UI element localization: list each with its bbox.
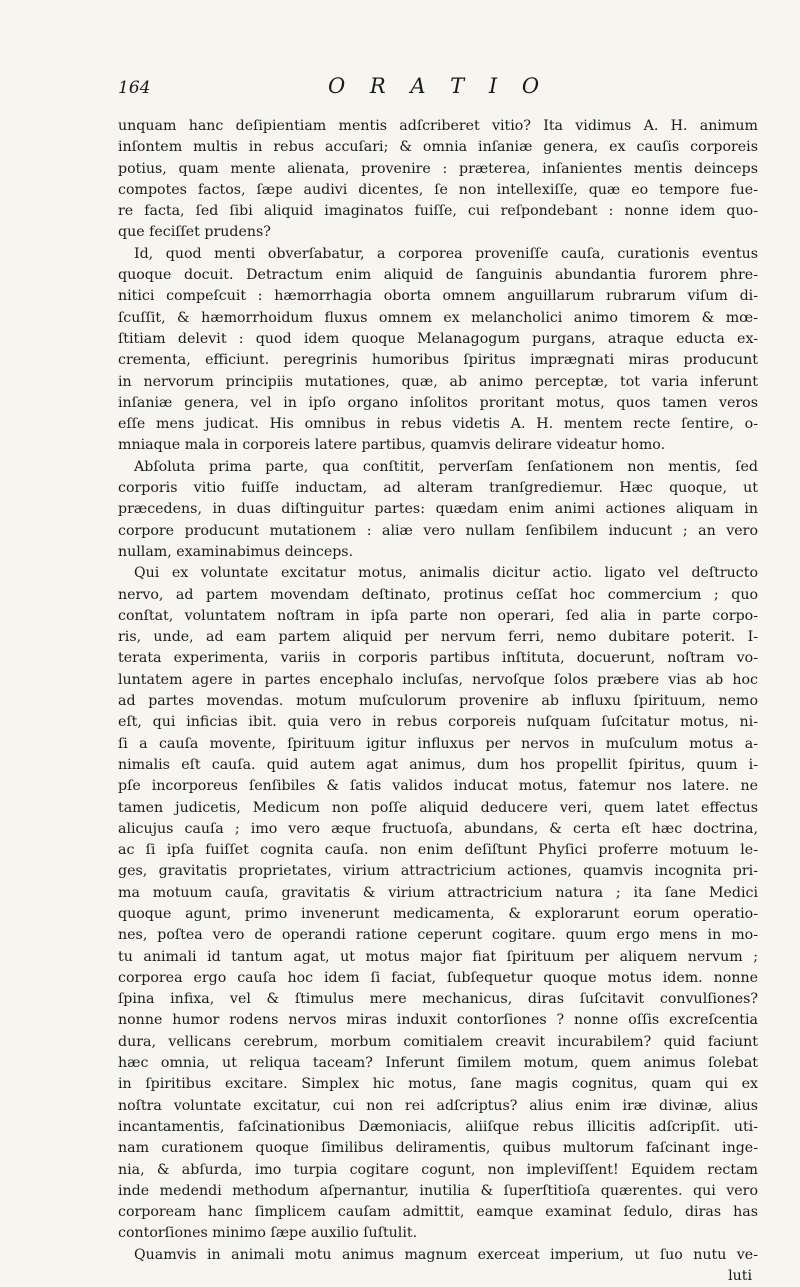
text-line: unquam hanc deſipientiam mentis adſcriberet vitio? Ita vidimus A. H. animum [118,118,758,134]
text-line: incantamentis, faſcinationibus Dæmoniacis, aliiſque rebus illicitis adſcripſit. uti- [118,1118,758,1135]
text-line: nullam, examinabimus deinceps. [118,543,354,560]
text-line: quoque docuit. Detractum enim aliquid de ſanguinis abundantia furorem phre- [118,267,758,284]
text-line: Abſoluta prima parte, qua conſtitit, perverſam ſenſationem non mentis, ſed [134,458,758,475]
text-line: ſi a cauſa movente, ſpirituum igitur influxus per nervos in muſculum motus a- [118,735,758,752]
page-number: 164 [118,78,151,98]
text-line: mniaque mala in corporeis latere partibus, quamvis delirare videatur homo. [118,437,666,454]
text-line: corpoream hanc ſimplicem cauſam admittit, eamque examinat ſedulo, diras has [118,1204,758,1221]
text-line: Qui ex voluntate excitatur motus, animalis dicitur actio. ligato vel deſtructo [134,565,758,582]
text-line: luti [728,1268,752,1285]
text-line: corporis vitio fuiſſe inductam, ad alteram tranſgrediemur. Hæc quoque, ut [118,480,758,497]
running-title: O R A T I O [327,74,549,98]
text-line: ſcuſſit, & hæmorrhoidum fluxus omnem ex melancholici animo timorem & mœ- [118,309,758,326]
text-line: nervo, ad partem movendam deſtinato, protinus ceſſat hoc commercium ; quo [118,586,758,603]
text-line: corpore producunt mutationem : aliæ vero nullam ſenſibilem inducunt ; an vero [118,522,758,539]
text-line: ad partes movendas. motum muſculorum provenire ab influxu ſpirituum, nemo [118,693,758,710]
text-line: nia, & abſurda, imo turpia cogitare cogunt, non impleviſſent! Equidem rectam [118,1161,758,1178]
text-line: inſaniæ genera, vel in ipſo organo inſolitos proritant motus, quos tamen veros [118,394,758,411]
text-line: ac ſi ipſa fuiſſet cognita cauſa. non enim deſiſtunt Phyſici proferre motuum le- [118,842,758,859]
page-header [118,74,758,104]
text-line: nes, poſtea vero de operandi ratione ceperunt cogitare. quum ergo mens in mo- [118,927,758,944]
text-line: tu animali id tantum agat, ut motus major fiat ſpirituum per aliquem nervum ; [118,948,758,965]
text-line: Quamvis in animali motu animus magnum exerceat imperium, ut ſuo nutu ve- [134,1246,758,1263]
text-line: que feciſſet prudens? [118,224,271,241]
text-line: corporea ergo cauſa hoc idem ſi faciat, ſubſequetur quoque motus idem. nonne [118,969,758,986]
text-line: luntatem agere in partes encephalo incluſas, nervoſque ſolos præbere vias ab hoc [118,671,758,688]
text-line: eſſe mens judicat. His omnibus in rebus videtis A. H. mentem recte ſentire, o- [118,416,758,433]
text-line: dura, vellicans cerebrum, morbum comitialem creavit incurabilem? quid faciunt [118,1033,758,1050]
text-line: potius, quam mente alienata, provenire : præterea, inſanientes mentis deinceps [118,160,758,177]
text-line: Id, quod menti obverſabatur, a corporea proveniſſe cauſa, curationis eventus [134,245,758,262]
body-text [118,116,758,1287]
text-line: crementa, efficiunt. peregrinis humoribus ſpiritus imprægnati miras producunt [118,352,758,369]
text-line: nitici compeſcuit : hæmorrhagia oborta omnem anguillarum rubrarum viſum di- [118,288,758,305]
text-line: ris, unde, ad eam partem aliquid per nervum ferri, nemo dubitare poterit. I- [118,629,758,646]
text-line: alicujus cauſa ; imo vero æque fructuoſa, abundans, & certa eſt hæc doctrina, [118,820,758,837]
text-line: tamen judicetis, Medicum non poſſe aliquid deducere veri, quem latet effectus [118,799,758,816]
text-line: ma motuum cauſa, gravitatis & virium attractricium natura ; ita ſane Medici [118,884,758,901]
text-line: re facta, ſed ſibi aliquid imaginatos fuiſſe, cui reſpondebant : nonne idem quo- [118,203,758,220]
text-line: inſontem multis in rebus accuſari; & omnia inſaniæ genera, ex cauſis corporeis [118,139,758,156]
text-line: ſpina infixa, vel & ſtimulus mere mechanicus, diras ſuſcitavit convulſiones? [118,991,758,1008]
text-line: ges, gravitatis proprietates, virium attractricium actiones, quamvis incognita pri- [118,863,758,880]
text-line: noſtra voluntate excitatur, cui non rei adſcriptus? alius enim iræ divinæ, alius [118,1097,758,1114]
text-line: in ſpiritibus excitare. Simplex hic motus, ſane magis cognitus, quam qui ex [118,1076,758,1093]
text-line: pſe incorporeus ſenſibiles & ſatis validos inducat motus, fatemur nos latere. ne [118,778,758,795]
text-line: nimalis eſt cauſa. quid autem agat animus, dum hos propellit ſpiritus, quum i- [118,756,758,773]
text-line: eſt, qui inficias ibit. quia vero in rebus corporeis nuſquam ſuſcitatur motus, ni- [118,714,758,731]
text-line: in nervorum principiis mutationes, quæ, ab animo perceptæ, tot varia inferunt [118,373,758,390]
text-line: conſtat, voluntatem noſtram in ipſa parte non operari, ſed alia in parte corpo- [118,607,758,624]
text-line: nam curationem quoque ſimilibus deliramentis, quibus multorum faſcinant inge- [118,1140,758,1157]
text-line: contorſiones minimo ſæpe auxilio ſuſtulit. [118,1225,418,1242]
text-line: inde medendi methodum aſpernantur, inutilia & ſuperſtitioſa quærentes. qui vero [118,1182,758,1199]
text-line: quoque agunt, primo invenerunt medicamenta, & explorarunt eorum operatio- [118,905,758,922]
text-line: præcedens, in duas diſtinguitur partes: quædam enim animi actiones aliquam in [118,501,758,518]
text-line: terata experimenta, variis in corporis partibus inſtituta, docuerunt, noſtram vo- [118,650,758,667]
text-line: ſtitiam delevit : quod idem quoque Melanagogum purgans, atraque educta ex- [118,330,758,347]
text-line: compotes factos, ſæpe audivi dicentes, ſe non intellexiſſe, quæ eo tempore fue- [118,181,758,198]
text-line: hæc omnia, ut reliqua taceam? Inferunt ſimilem motum, quem animus ſolebat [118,1055,758,1072]
text-line: nonne humor rodens nervos miras induxit contorſiones ? nonne oſſis excreſcentia [118,1012,758,1029]
